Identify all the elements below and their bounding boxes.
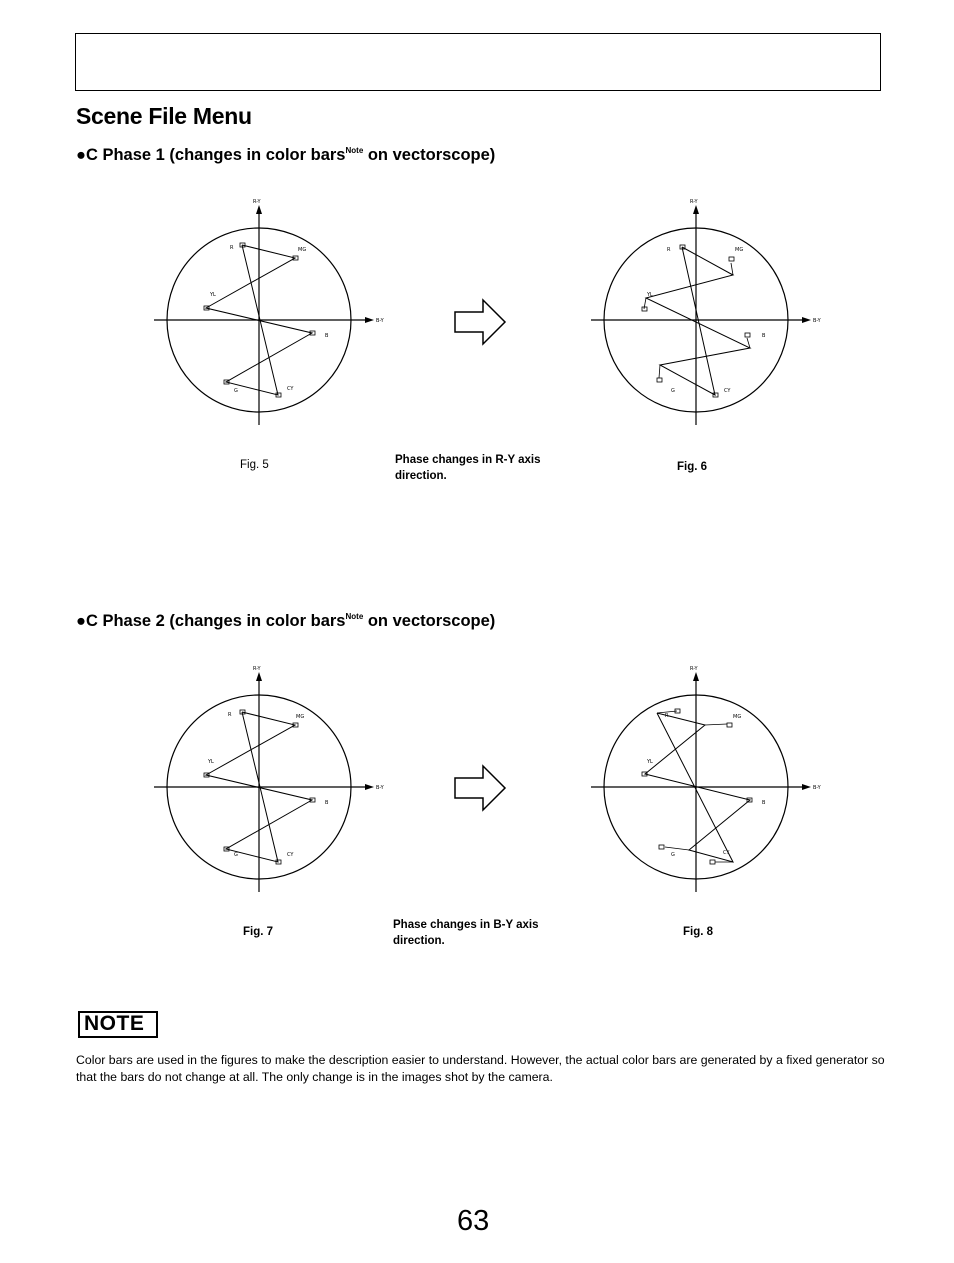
bar-label-r: R <box>228 712 232 718</box>
bar-label-cy: CY <box>724 388 731 394</box>
bullet-icon: ● <box>76 146 86 164</box>
caption-line-2: direction. <box>395 470 447 482</box>
section-title-prefix: C Phase 2 (changes in color bars <box>85 612 346 630</box>
bar-label-g: G <box>234 852 238 858</box>
note-label: NOTE <box>84 1012 145 1035</box>
bar-label-mg: MG <box>735 247 744 253</box>
note-text: Color bars are used in the figures to make the description easier to understand. However, the actual color bars are generated by a fixed generator so that the bars do not change at all. The only change is in the images shot by the camera. <box>76 1053 885 1084</box>
section-title-prefix: C Phase 1 (changes in color bars <box>85 146 346 164</box>
bullet-icon: ● <box>76 612 86 630</box>
section-title-suffix: on vectorscope) <box>363 612 496 630</box>
vectorscope-fig-7 <box>150 662 395 897</box>
note-superscript: Note <box>345 612 364 621</box>
bar-label-mg: MG <box>296 714 305 720</box>
bar-label-cy: CY <box>287 386 294 392</box>
bar-label-yl: YL <box>208 759 214 765</box>
caption-r-y <box>395 452 541 484</box>
bar-label-g: G <box>234 388 238 394</box>
page-number: 63 <box>457 1205 490 1237</box>
bar-label-r: R <box>665 713 669 719</box>
vectorscope-fig-8 <box>587 662 832 897</box>
b-y-axis-label: B-Y <box>813 318 821 324</box>
caption-line-1: Phase changes in R-Y axis <box>395 454 541 466</box>
bar-label-yl: YL <box>647 292 653 298</box>
bar-label-g: G <box>671 388 675 394</box>
transition-arrow-icon <box>453 298 508 348</box>
bar-label-cy: CY <box>723 850 730 856</box>
bar-label-yl: YL <box>647 759 653 765</box>
bar-label-r: R <box>230 245 234 251</box>
vectorscope-fig-5 <box>150 195 395 430</box>
r-y-axis-label: R-Y <box>253 199 261 205</box>
b-y-axis-label: B-Y <box>376 785 384 791</box>
section-title-c-phase-2 <box>76 612 495 631</box>
bar-label-cy: CY <box>287 852 294 858</box>
r-y-axis-label: R-Y <box>690 199 698 205</box>
page-heading: Scene File Menu <box>76 103 252 129</box>
bar-label-g: G <box>671 852 675 858</box>
fig-5-label: Fig. 5 <box>240 459 269 471</box>
r-y-axis-label: R-Y <box>690 666 698 672</box>
fig-7-label: Fig. 7 <box>243 926 274 938</box>
b-y-axis-label: B-Y <box>376 318 384 324</box>
section-title-c-phase-1 <box>76 146 495 165</box>
transition-arrow-icon <box>453 764 508 814</box>
bar-label-mg: MG <box>298 247 307 253</box>
bar-label-b: B <box>762 800 766 806</box>
caption-line-1: Phase changes in B-Y axis <box>393 919 539 931</box>
bar-label-r: R <box>667 247 671 253</box>
bar-label-b: B <box>325 800 329 806</box>
b-y-axis-label: B-Y <box>813 785 821 791</box>
bar-label-b: B <box>325 333 329 339</box>
fig-6-label: Fig. 6 <box>677 461 708 473</box>
r-y-axis-label: R-Y <box>253 666 261 672</box>
fig-8-label: Fig. 8 <box>683 926 714 938</box>
caption-line-2: direction. <box>393 935 445 947</box>
bar-label-mg: MG <box>733 714 742 720</box>
bar-label-b: B <box>762 333 766 339</box>
caption-b-y <box>393 917 539 949</box>
note-superscript: Note <box>345 146 364 155</box>
bar-label-yl: YL <box>210 292 216 298</box>
section-title-suffix: on vectorscope) <box>363 146 496 164</box>
vectorscope-fig-6 <box>587 195 832 430</box>
header-frame <box>75 33 881 91</box>
